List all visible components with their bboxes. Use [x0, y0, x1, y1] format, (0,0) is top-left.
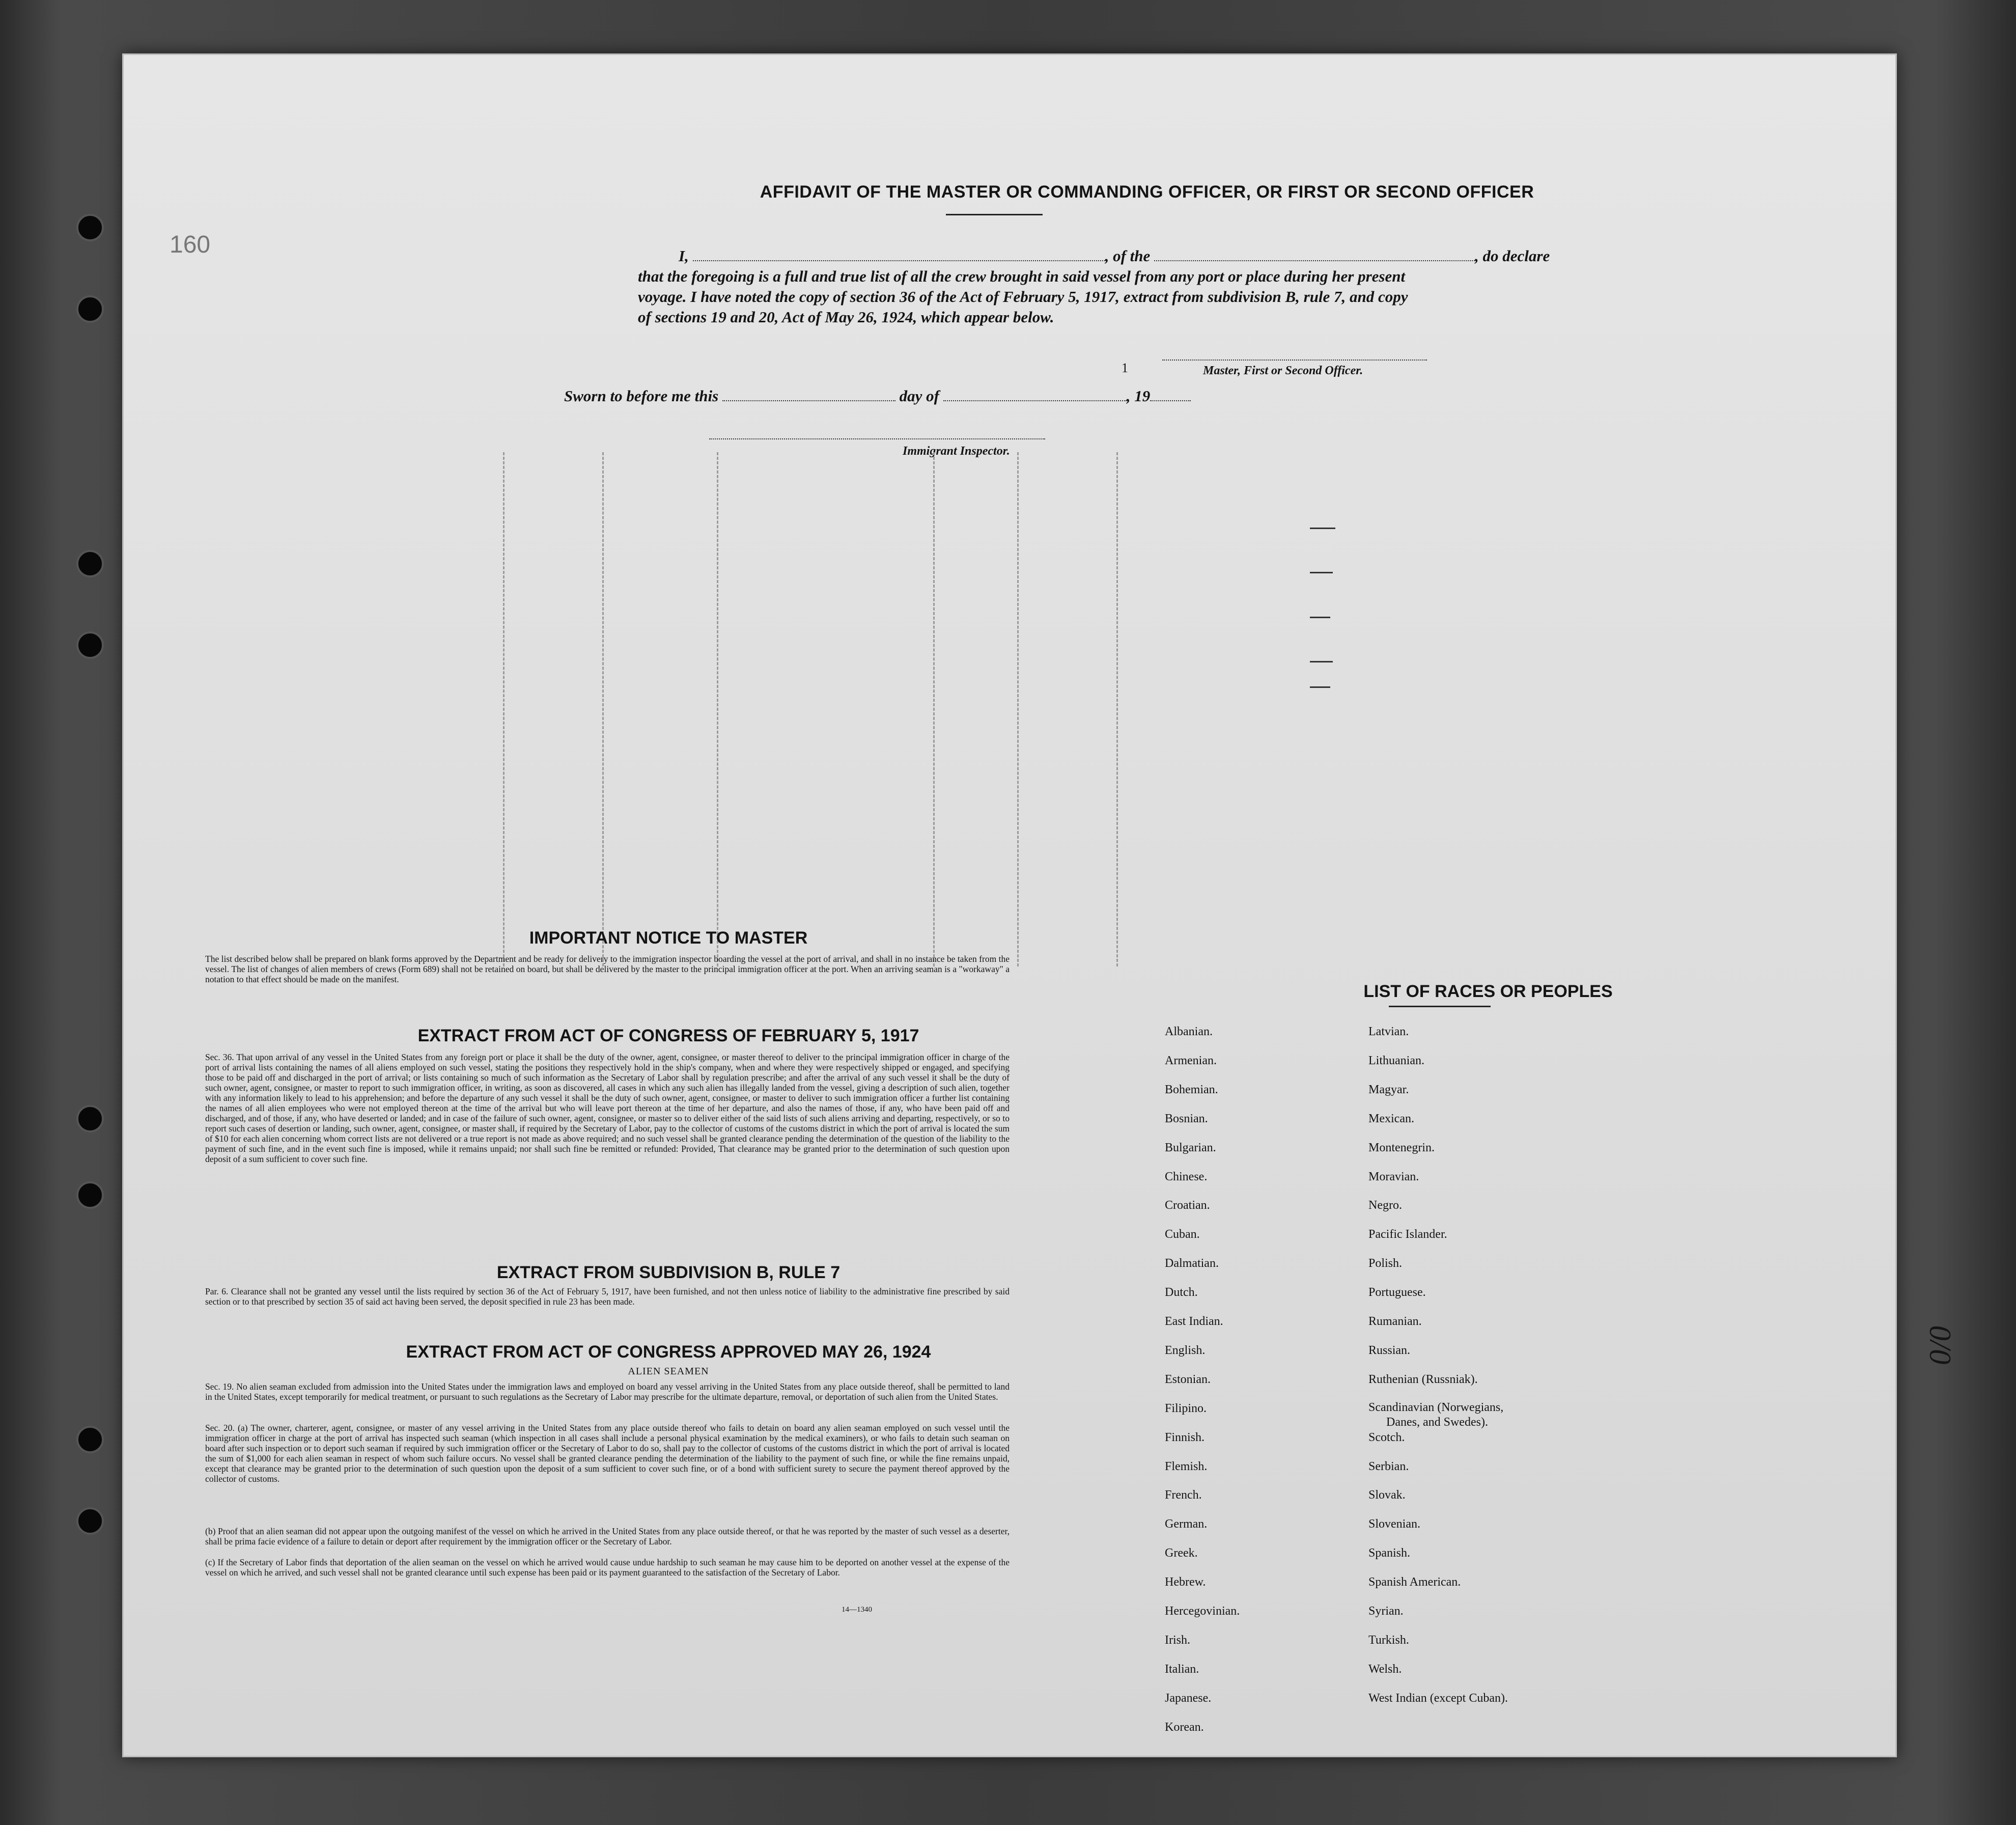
sworn-marginal-mark: 1 [1122, 361, 1128, 375]
affidavit-line-1 [638, 246, 1595, 266]
extract-1924-title: EXTRACT FROM ACT OF CONGRESS APPROVED MAY 26, 1924 [406, 1342, 931, 1362]
notice-body: The list described below shall be prepared on blank forms approved by the Department and be ready for delivery to the immigration inspector boarding the vessel at the port of arrival, and shall in no instance be taken from the vessel. The list of changes of alien members of crews (Form 689) shall not be retained on board, but shall be delivered by the master to the principal immigration officer at the port. When an arriving seaman is a "workaway" a notation to that effect should be made on the manifest. [205, 954, 1010, 984]
race-item: Rumanian. [1368, 1315, 1422, 1328]
extract-1924-sec20b: (b) Proof that an alien seaman did not appear upon the outgoing manifest of the vessel on which he arrived in the United States from any place outside thereof, or that he was reported by the master of such vessel as a deserter, shall be prima facie evidence of a failure to detain or deport after requirement by the immigration officer or the Secretary of Labor. [205, 1526, 1010, 1546]
sworn-year-field[interactable] [1150, 386, 1191, 401]
bleed-through-line [933, 452, 936, 966]
binder-hole [76, 550, 104, 577]
race-item: Scotch. [1368, 1430, 1405, 1444]
race-item: Portuguese. [1368, 1286, 1426, 1299]
inspector-signature-label: Immigrant Inspector. [903, 445, 1010, 458]
race-item: Lithuanian. [1368, 1054, 1424, 1067]
race-item: Turkish. [1368, 1633, 1409, 1647]
binder-hole [76, 1105, 104, 1132]
binder-hole [76, 631, 104, 659]
race-item: Finnish. [1165, 1430, 1205, 1444]
race-item: Irish. [1165, 1633, 1190, 1647]
affidavit-line-3: voyage. I have noted the copy of section 36 of the Act of February 5, 1917, extract from subdivision B, rule 7, and copy [638, 288, 1408, 306]
race-item: Scandinavian (Norwegians, [1368, 1400, 1504, 1414]
title-rule [946, 214, 1043, 215]
sworn-line [564, 386, 1277, 406]
race-item: East Indian. [1165, 1315, 1223, 1328]
race-item: Mexican. [1368, 1112, 1414, 1125]
race-item: Latvian. [1368, 1025, 1409, 1038]
race-item: Hebrew. [1165, 1575, 1206, 1589]
bleed-through-line [1017, 452, 1020, 966]
extract-1924-sec19: Sec. 19. No alien seaman excluded from admission into the United States under the immigration laws and employed on board any vessel arriving in the United States from any place outside thereof, shall be permitted to land in the United States, except temporarily for medical treatment, or pursuant to such regulations as the Secretary of Labor may prescribe for the ultimate departure, removal, or deportation of such alien from the United States. [205, 1381, 1010, 1402]
vessel-name-field[interactable] [1154, 246, 1475, 261]
race-item: Flemish. [1165, 1459, 1208, 1473]
affidavit-text: , of the [1105, 247, 1151, 265]
extract-1917-body: Sec. 36. That upon arrival of any vessel in the United States from any foreign port or place it shall be the duty of the owner, agent, consignee, or master thereof to deliver to the principal immigration officer in charge of the port of arrival lists containing the names of all aliens employed on such vessel, stating the positions they respectively hold in the ship's company, when and where they were respectively shipped or engaged, and specifying those to be paid off and discharged in the port of arrival; or lists containing so much of such information as the Secretary of Labor shall by regulation prescribe; and after the arrival of any such vessel it shall be the duty of such owner, agent, consignee, or master to report to such immigration officer, in writing, as soon as discovered, all cases in which any such alien has illegally landed from the vessel, giving a description of such alien, together with any information likely to lead to his apprehension; and before the departure of any such vessel it shall be the duty of such owner, agent, consignee, or master to deliver to such immigration officer a further list containing the names of all alien employees who were not employed thereon at the time of the arrival but who will leave port thereon at the time of her departure, and also the names of those, if any, who have been paid off and discharged, and of those, if any, who have deserted or landed; and in case of the failure of such owner, agent, consignee, or master so to deliver either of the said lists of such aliens arriving and departing, respectively, or so to report such cases of desertion or landing, such owner, agent, consignee, or master shall, if required by the Secretary of Labor, pay to the collector of customs of the customs district in which the port of arrival is located the sum of $10 for each alien concerning whom correct lists are not delivered or a true report is not made as above required; and no such vessel shall be granted clearance pending the determination of the question of the liability to the payment of such fine, and in the event such fine is imposed, while it remains unpaid; nor shall such fine be remitted or refunded: Provided, That clearance may be granted prior to the determination of such question upon deposit of a sum sufficient to cover such fine. [205, 1052, 1010, 1164]
sworn-text: Sworn to before me this [564, 387, 719, 405]
race-item: German. [1165, 1517, 1208, 1531]
race-item: Russian. [1368, 1343, 1411, 1357]
race-item: Slovenian. [1368, 1517, 1420, 1531]
master-signature-line[interactable] [1162, 360, 1427, 361]
bleed-through-line [1116, 452, 1119, 966]
race-item: Bohemian. [1165, 1083, 1218, 1096]
race-item: Filipino. [1165, 1401, 1207, 1415]
extract-1924-sec20c: (c) If the Secretary of Labor finds that deportation of the alien seaman on the vessel on which he arrived would cause undue hardship to such seaman he may cause him to be deported on another vessel at the expense of the vessel on which he arrived, and such vessel shall not be granted clearance until such expense has been paid or its payment guaranteed to the satisfaction of the Secretary of Labor. [205, 1557, 1010, 1578]
race-item: Hercegovinian. [1165, 1605, 1240, 1618]
race-item: Bulgarian. [1165, 1141, 1216, 1154]
master-name-field[interactable] [693, 246, 1105, 261]
race-item: Bosnian. [1165, 1112, 1208, 1125]
race-item: Pacific Islander. [1368, 1228, 1447, 1241]
race-item: Chinese. [1165, 1170, 1208, 1183]
pen-mark [1310, 686, 1330, 688]
race-item: Albanian. [1165, 1025, 1213, 1038]
race-item: Cuban. [1165, 1228, 1200, 1241]
race-item: West Indian (except Cuban). [1368, 1691, 1508, 1705]
race-item: Slovak. [1368, 1488, 1406, 1502]
margin-handwriting: 0/0 [1923, 1326, 1957, 1365]
affidavit-text: I, [679, 247, 689, 265]
document-page [122, 53, 1957, 1757]
sworn-text: day of [899, 387, 939, 405]
binder-hole [76, 295, 104, 323]
race-item: Montenegrin. [1368, 1141, 1435, 1154]
binder-hole [76, 1426, 104, 1453]
races-title: LIST OF RACES OR PEOPLES [1363, 982, 1613, 1001]
race-item: Danes, and Swedes). [1386, 1415, 1488, 1429]
race-item: Greek. [1165, 1546, 1198, 1560]
race-item: Negro. [1368, 1199, 1402, 1212]
extract-1917-title: EXTRACT FROM ACT OF CONGRESS OF FEBRUARY 5, 1917 [417, 1026, 919, 1045]
pen-mark [1310, 617, 1330, 618]
inspector-signature-line[interactable] [709, 438, 1045, 439]
bleed-through-line [503, 452, 506, 966]
affidavit-line-4: of sections 19 and 20, Act of May 26, 1924, which appear below. [638, 308, 1054, 326]
race-item: Korean. [1165, 1720, 1204, 1734]
pen-mark [1310, 572, 1333, 573]
binder-hole [76, 214, 104, 241]
notice-title: IMPORTANT NOTICE TO MASTER [529, 928, 808, 948]
pen-mark [1310, 661, 1333, 662]
race-item: Estonian. [1165, 1372, 1211, 1386]
race-item: Italian. [1165, 1662, 1199, 1676]
extract-1924-sec20a: Sec. 20. (a) The owner, charterer, agent, consignee, or master of any vessel arriving in the United States from any place outside thereof who fails to detain on board any alien seaman employed on such vessel until the immigration officer in charge at the port of arrival has inspected such seaman (which inspection in all cases shall include a personal physical examination by the medical examiners), or who fails to detain such seaman on board after such inspection or to deport such seaman if required by such immigration officer or the Secretary of Labor to do so, shall pay to the collector of customs of the customs district in which the port of arrival is located the sum of $1,000 for each alien seaman in respect of whom such failure occurs. No vessel shall be granted clearance pending the determination of the liability to the payment of such fine, or while the fine remains unpaid, except that clearance may be granted prior to the determination of such question upon the deposit of a sum sufficient to cover such fine, or of a bond with sufficient surety to secure the payment thereof approved by the collector of customs. [205, 1423, 1010, 1484]
binder-hole [76, 1507, 104, 1535]
affidavit-title: AFFIDAVIT OF THE MASTER OR COMMANDING OFFICER, OR FIRST OR SECOND OFFICER [760, 182, 1534, 202]
race-item: Armenian. [1165, 1054, 1217, 1067]
affidavit-text: , do declare [1475, 247, 1550, 265]
race-item: Dalmatian. [1165, 1257, 1219, 1270]
race-item: French. [1165, 1488, 1202, 1502]
race-item: Polish. [1368, 1257, 1403, 1270]
master-signature-label: Master, First or Second Officer. [1203, 364, 1363, 377]
affidavit-line-2: that the foregoing is a full and true list of all the crew brought in said vessel from any port or place during her present [638, 267, 1406, 285]
race-item: Spanish American. [1368, 1575, 1461, 1589]
sworn-text: , 19 [1126, 387, 1151, 405]
page-number: 160 [170, 231, 211, 258]
race-item: Spanish. [1368, 1546, 1411, 1560]
form-number: 14—1340 [842, 1606, 872, 1614]
extract-1924-subtitle: ALIEN SEAMEN [628, 1366, 709, 1377]
race-item: Moravian. [1368, 1170, 1419, 1183]
race-item: Welsh. [1368, 1662, 1402, 1676]
race-item: Syrian. [1368, 1605, 1404, 1618]
sworn-day-field[interactable] [722, 386, 895, 401]
pen-mark [1310, 528, 1335, 529]
extract-rule7-body: Par. 6. Clearance shall not be granted any vessel until the lists required by section 36 of the Act of February 5, 1917, have been furnished, and not then unless notice of liability to the administrative fine prescribed by said section or to that prescribed by section 35 of said act having been served, the deposit specified in rule 23 has been made. [205, 1286, 1010, 1307]
race-item: Ruthenian (Russniak). [1368, 1372, 1478, 1386]
binder-hole [76, 1181, 104, 1209]
race-item: Dutch. [1165, 1286, 1198, 1299]
race-item: Japanese. [1165, 1691, 1212, 1705]
race-item: Serbian. [1368, 1459, 1409, 1473]
extract-rule7-title: EXTRACT FROM SUBDIVISION B, RULE 7 [496, 1263, 841, 1282]
sworn-month-field[interactable] [943, 386, 1127, 401]
races-rule [1389, 1006, 1491, 1007]
race-item: Croatian. [1165, 1199, 1210, 1212]
bleed-through-line [602, 452, 605, 966]
race-item: English. [1165, 1343, 1206, 1357]
race-item: Magyar. [1368, 1083, 1409, 1096]
bleed-through-line [717, 452, 720, 966]
